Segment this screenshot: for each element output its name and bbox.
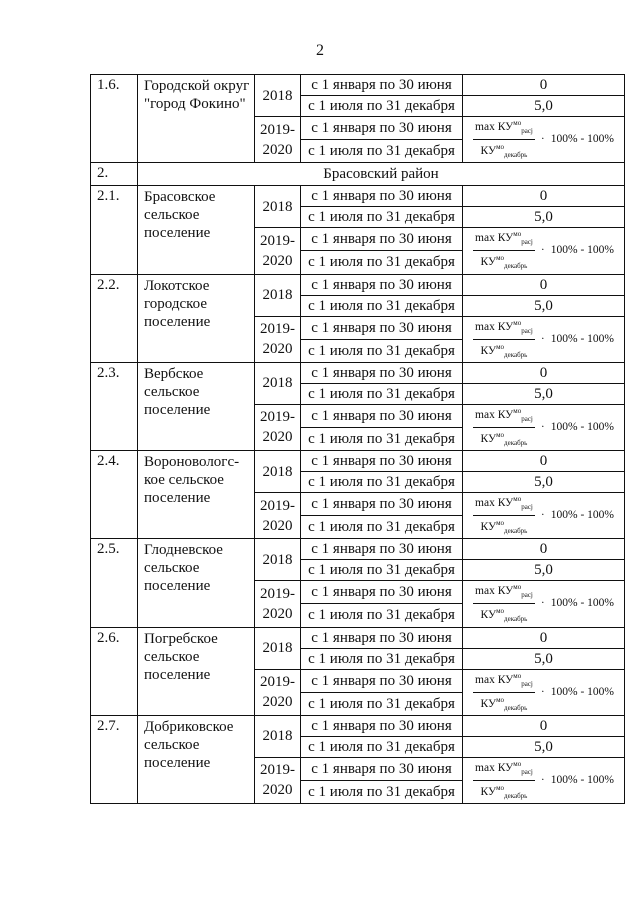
year-2019-2020: 2019- 2020	[255, 404, 301, 450]
municipality-name: Вербское сельское поселение	[138, 362, 255, 450]
period-first-half: с 1 января по 30 июня	[301, 75, 463, 96]
formula-fraction	[473, 117, 535, 162]
formula-fraction	[473, 317, 535, 362]
formula-numerator: $\max КУ^{мо}_{расj}$	[475, 759, 533, 776]
value-first: 0	[463, 715, 625, 736]
formula-fraction	[473, 405, 535, 450]
value-first: 0	[463, 627, 625, 648]
year-2018: 2018	[255, 362, 301, 404]
formula-denominator: $КУ^{мо}_{декабрь}$	[480, 607, 528, 624]
table-row	[91, 362, 625, 383]
period-second-half: с 1 июля по 31 декабря	[301, 648, 463, 669]
row-number: 2.5.	[91, 539, 138, 627]
formula-denominator: $КУ^{мо}_{декабрь}$	[480, 430, 528, 447]
formula-cell	[463, 757, 625, 803]
formula-tail: 100% - 100%	[550, 597, 614, 610]
formula-numerator: $\max КУ^{мо}_{расj}$	[475, 119, 533, 136]
value-second: 5,0	[463, 472, 625, 493]
table-row	[91, 627, 625, 648]
formula-tail: 100% - 100%	[550, 244, 614, 257]
period-second-half: с 1 июля по 31 декабря	[301, 604, 463, 627]
formula	[463, 117, 624, 162]
row-number: 2.4.	[91, 451, 138, 539]
period-second-half: с 1 июля по 31 декабря	[301, 140, 463, 163]
formula-times: ·	[540, 420, 545, 433]
period-second-half: с 1 июля по 31 декабря	[301, 516, 463, 539]
formula	[463, 758, 624, 803]
period-first-half: с 1 января по 30 июня	[301, 757, 463, 780]
value-second: 5,0	[463, 295, 625, 316]
period-first-half: с 1 января по 30 июня	[301, 274, 463, 295]
formula-numerator: $\max КУ^{мо}_{расj}$	[475, 671, 533, 688]
formula-fraction	[473, 758, 535, 803]
formula	[463, 493, 624, 538]
year-2019-2020: 2019- 2020	[255, 228, 301, 274]
formula-cell	[463, 404, 625, 450]
formula-times: ·	[540, 685, 545, 698]
period-second-half: с 1 июля по 31 декабря	[301, 780, 463, 803]
formula-cell	[463, 581, 625, 627]
formula-tail: 100% - 100%	[550, 133, 614, 146]
municipality-name: Погребское сельское поселение	[138, 627, 255, 715]
row-number: 2.2.	[91, 274, 138, 362]
tariff-table	[90, 74, 625, 804]
formula-times: ·	[540, 133, 545, 146]
formula-times: ·	[540, 509, 545, 522]
year-2019-2020: 2019- 2020	[255, 757, 301, 803]
formula-denominator: $КУ^{мо}_{декабрь}$	[480, 519, 528, 536]
period-first-half: с 1 января по 30 июня	[301, 186, 463, 207]
value-second: 5,0	[463, 96, 625, 117]
period-first-half: с 1 января по 30 июня	[301, 627, 463, 648]
value-first: 0	[463, 539, 625, 560]
period-second-half: с 1 июля по 31 декабря	[301, 427, 463, 450]
period-first-half: с 1 января по 30 июня	[301, 715, 463, 736]
table-row	[91, 186, 625, 207]
formula-numerator: $\max КУ^{мо}_{расj}$	[475, 230, 533, 247]
row-number: 2.1.	[91, 186, 138, 274]
period-first-half: с 1 января по 30 июня	[301, 493, 463, 516]
formula-cell	[463, 316, 625, 362]
year-2018: 2018	[255, 186, 301, 228]
fraction-bar	[473, 515, 535, 516]
municipality-name: Вороновологс-кое сельское поселение	[138, 451, 255, 539]
value-first: 0	[463, 186, 625, 207]
period-second-half: с 1 июля по 31 декабря	[301, 96, 463, 117]
municipality-name: Глодневское сельское поселение	[138, 539, 255, 627]
year-2018: 2018	[255, 451, 301, 493]
value-first: 0	[463, 451, 625, 472]
formula-tail: 100% - 100%	[550, 332, 614, 345]
period-second-half: с 1 июля по 31 декабря	[301, 736, 463, 757]
year-2019-2020: 2019- 2020	[255, 316, 301, 362]
period-first-half: с 1 января по 30 июня	[301, 404, 463, 427]
period-first-half: с 1 января по 30 июня	[301, 316, 463, 339]
fraction-bar	[473, 339, 535, 340]
value-second: 5,0	[463, 648, 625, 669]
year-2019-2020: 2019- 2020	[255, 669, 301, 715]
formula-times: ·	[540, 332, 545, 345]
formula-cell	[463, 228, 625, 274]
table-row	[91, 715, 625, 736]
formula-numerator: $\max КУ^{мо}_{расj}$	[475, 406, 533, 423]
formula-tail: 100% - 100%	[550, 420, 614, 433]
period-second-half: с 1 июля по 31 декабря	[301, 339, 463, 362]
district-row	[91, 163, 625, 186]
period-first-half: с 1 января по 30 июня	[301, 539, 463, 560]
period-second-half: с 1 июля по 31 декабря	[301, 207, 463, 228]
fraction-bar	[473, 250, 535, 251]
fraction-bar	[473, 427, 535, 428]
formula-numerator: $\max КУ^{мо}_{расj}$	[475, 583, 533, 600]
formula-denominator: $КУ^{мо}_{декабрь}$	[480, 143, 528, 160]
municipality-name: Брасовское сельское поселение	[138, 186, 255, 274]
period-first-half: с 1 января по 30 июня	[301, 362, 463, 383]
year-2019-2020: 2019- 2020	[255, 493, 301, 539]
municipality-name: Городской округ "город Фокино"	[138, 75, 255, 163]
formula-cell	[463, 669, 625, 715]
formula-fraction	[473, 493, 535, 538]
value-second: 5,0	[463, 560, 625, 581]
row-number: 2.7.	[91, 715, 138, 803]
formula	[463, 405, 624, 450]
year-2018: 2018	[255, 627, 301, 669]
period-first-half: с 1 января по 30 июня	[301, 451, 463, 472]
row-number: 2.3.	[91, 362, 138, 450]
value-second: 5,0	[463, 207, 625, 228]
formula	[463, 670, 624, 715]
formula	[463, 317, 624, 362]
district-name: Брасовский район	[138, 163, 625, 186]
table-row	[91, 75, 625, 96]
period-first-half: с 1 января по 30 июня	[301, 581, 463, 604]
fraction-bar	[473, 692, 535, 693]
formula-numerator: $\max КУ^{мо}_{расj}$	[475, 495, 533, 512]
value-second: 5,0	[463, 383, 625, 404]
municipality-name: Добриковское сельское поселение	[138, 715, 255, 803]
formula-tail: 100% - 100%	[550, 773, 614, 786]
formula-cell	[463, 493, 625, 539]
row-number: 2.6.	[91, 627, 138, 715]
period-second-half: с 1 июля по 31 декабря	[301, 472, 463, 493]
table-row	[91, 539, 625, 560]
formula-tail: 100% - 100%	[550, 509, 614, 522]
page-number: 2	[316, 42, 324, 59]
formula	[463, 228, 624, 273]
formula-cell	[463, 117, 625, 163]
formula-fraction	[473, 581, 535, 626]
table-row	[91, 451, 625, 472]
value-first: 0	[463, 274, 625, 295]
year-2019-2020: 2019- 2020	[255, 117, 301, 163]
formula-denominator: $КУ^{мо}_{декабрь}$	[480, 254, 528, 271]
municipality-name: Локотское городское поселение	[138, 274, 255, 362]
fraction-bar	[473, 603, 535, 604]
fraction-bar	[473, 139, 535, 140]
period-second-half: с 1 июля по 31 декабря	[301, 295, 463, 316]
year-2018: 2018	[255, 539, 301, 581]
formula-fraction	[473, 670, 535, 715]
formula-denominator: $КУ^{мо}_{декабрь}$	[480, 783, 528, 800]
value-first: 0	[463, 362, 625, 383]
formula-denominator: $КУ^{мо}_{декабрь}$	[480, 342, 528, 359]
formula-numerator: $\max КУ^{мо}_{расj}$	[475, 318, 533, 335]
year-2018: 2018	[255, 75, 301, 117]
year-2019-2020: 2019- 2020	[255, 581, 301, 627]
period-second-half: с 1 июля по 31 декабря	[301, 560, 463, 581]
period-second-half: с 1 июля по 31 декабря	[301, 251, 463, 274]
period-second-half: с 1 июля по 31 декабря	[301, 383, 463, 404]
table-row	[91, 274, 625, 295]
formula-times: ·	[540, 597, 545, 610]
period-first-half: с 1 января по 30 июня	[301, 228, 463, 251]
fraction-bar	[473, 780, 535, 781]
formula-denominator: $КУ^{мо}_{декабрь}$	[480, 695, 528, 712]
row-number: 1.6.	[91, 75, 138, 163]
value-second: 5,0	[463, 736, 625, 757]
district-number: 2.	[91, 163, 138, 186]
formula-times: ·	[540, 773, 545, 786]
year-2018: 2018	[255, 274, 301, 316]
formula	[463, 581, 624, 626]
formula-tail: 100% - 100%	[550, 685, 614, 698]
period-second-half: с 1 июля по 31 декабря	[301, 692, 463, 715]
value-first: 0	[463, 75, 625, 96]
year-2018: 2018	[255, 715, 301, 757]
formula-fraction	[473, 228, 535, 273]
period-first-half: с 1 января по 30 июня	[301, 669, 463, 692]
formula-times: ·	[540, 244, 545, 257]
period-first-half: с 1 января по 30 июня	[301, 117, 463, 140]
